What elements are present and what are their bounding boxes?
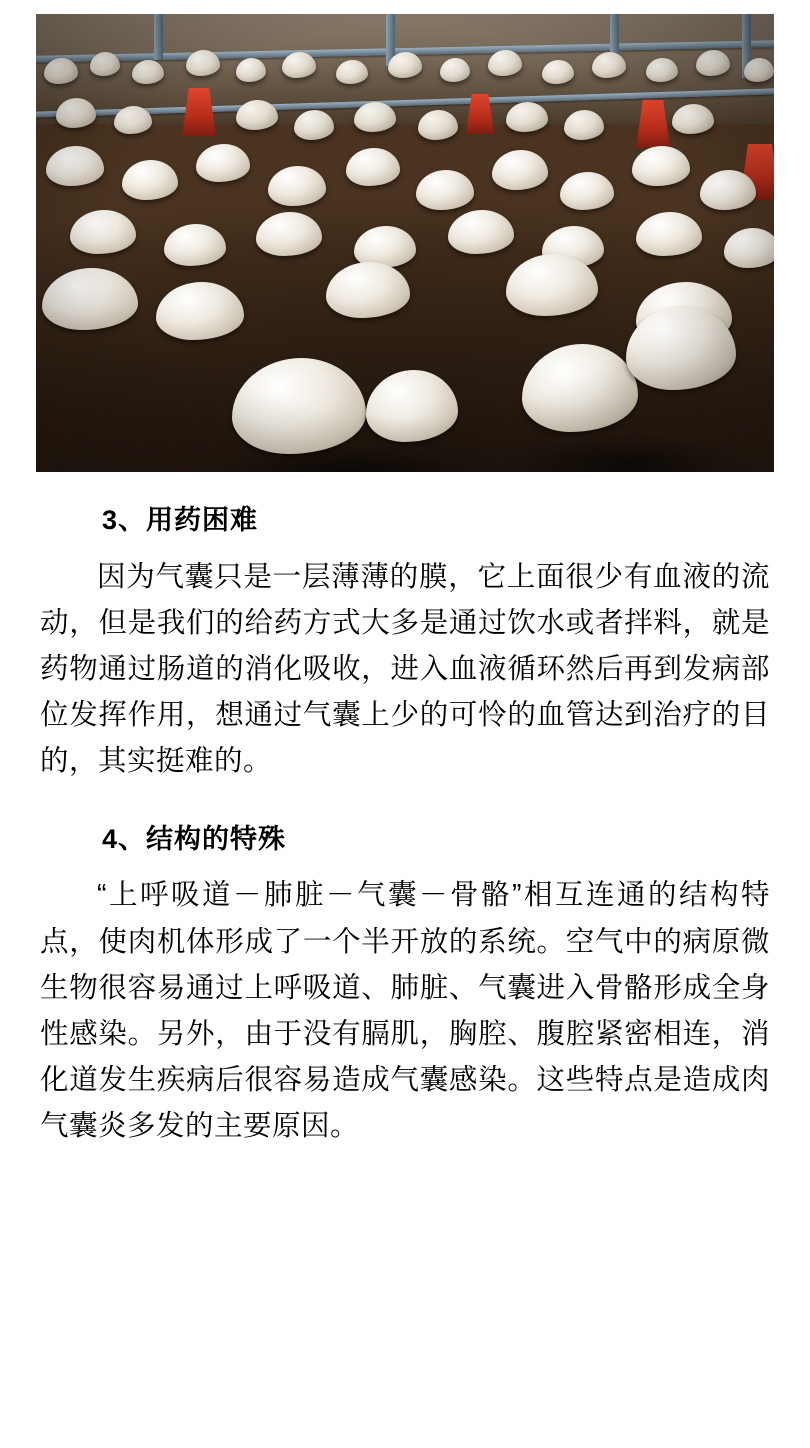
- chicken: [700, 170, 756, 210]
- chicken: [636, 212, 702, 256]
- article-photo: [36, 14, 774, 472]
- chicken: [156, 282, 244, 340]
- section-3-paragraph-1: 因为气囊只是一层薄薄的膜，它上面很少有血液的流动，但是我们的给药方式大多是通过饮水或者拌料，就是药物通过肠道的消化吸收，进入血液循环然后再到发病部位发挥作用，想通过气囊上少的可怜的血管达到治疗的目的，其实挺难的。: [40, 560, 770, 778]
- poultry-house-illustration: [36, 14, 774, 472]
- section-4-paragraph-1: “上呼吸道－肺脏－气囊－骨骼”相互连通的结构特点，使肉机体形成了一个半开放的系统。空气中的病原微生物很容易通过上呼吸道、肺脏、气囊进入骨骼形成全身性感染。另外，由于没有膈肌，胸腔、腹腔紧密相连，消化道发生疾病后很容易造成气囊感染。这些特点是造成肉气囊炎多发的主要原因。: [40, 879, 770, 1143]
- chicken: [388, 52, 422, 78]
- chicken: [56, 98, 96, 128]
- chicken: [506, 102, 548, 132]
- chicken: [354, 102, 396, 132]
- chicken: [542, 60, 574, 84]
- chicken: [236, 58, 266, 82]
- chicken: [42, 268, 138, 330]
- chicken: [346, 148, 400, 186]
- chicken: [122, 160, 178, 200]
- chicken: [744, 58, 774, 82]
- chicken: [196, 144, 250, 182]
- chicken: [672, 104, 714, 134]
- chicken: [488, 50, 522, 76]
- chicken: [114, 106, 152, 134]
- section-heading-3: 3、用药困难: [102, 505, 259, 535]
- chicken: [696, 50, 730, 76]
- floor-shadow: [506, 434, 746, 472]
- chicken: [232, 358, 366, 454]
- chicken: [366, 370, 458, 442]
- chicken: [256, 212, 322, 256]
- chicken: [90, 52, 120, 76]
- section-heading-4: 4、结构的特殊: [102, 823, 287, 854]
- chicken: [336, 60, 368, 84]
- chicken: [564, 110, 604, 140]
- chicken: [560, 172, 614, 210]
- article-body: [0, 472, 810, 1191]
- chicken: [506, 254, 598, 316]
- chicken: [164, 224, 226, 266]
- chicken: [724, 228, 774, 268]
- chicken: [326, 262, 410, 318]
- chicken: [236, 100, 278, 130]
- chicken: [522, 344, 638, 432]
- chicken: [440, 58, 470, 82]
- chicken: [268, 166, 326, 206]
- section-spacer: [40, 801, 770, 811]
- chicken: [282, 52, 316, 78]
- chicken: [44, 58, 78, 84]
- chicken: [632, 146, 690, 186]
- chicken: [492, 150, 548, 190]
- chicken: [46, 146, 104, 186]
- chicken: [418, 110, 458, 140]
- support-post: [154, 14, 163, 60]
- chicken: [132, 60, 164, 84]
- floor-shadow: [216, 444, 476, 472]
- chicken: [294, 110, 334, 140]
- chicken: [416, 170, 474, 210]
- chicken: [448, 210, 514, 254]
- chicken: [186, 50, 220, 76]
- chicken: [646, 58, 678, 82]
- chicken: [592, 52, 626, 78]
- chicken: [70, 210, 136, 254]
